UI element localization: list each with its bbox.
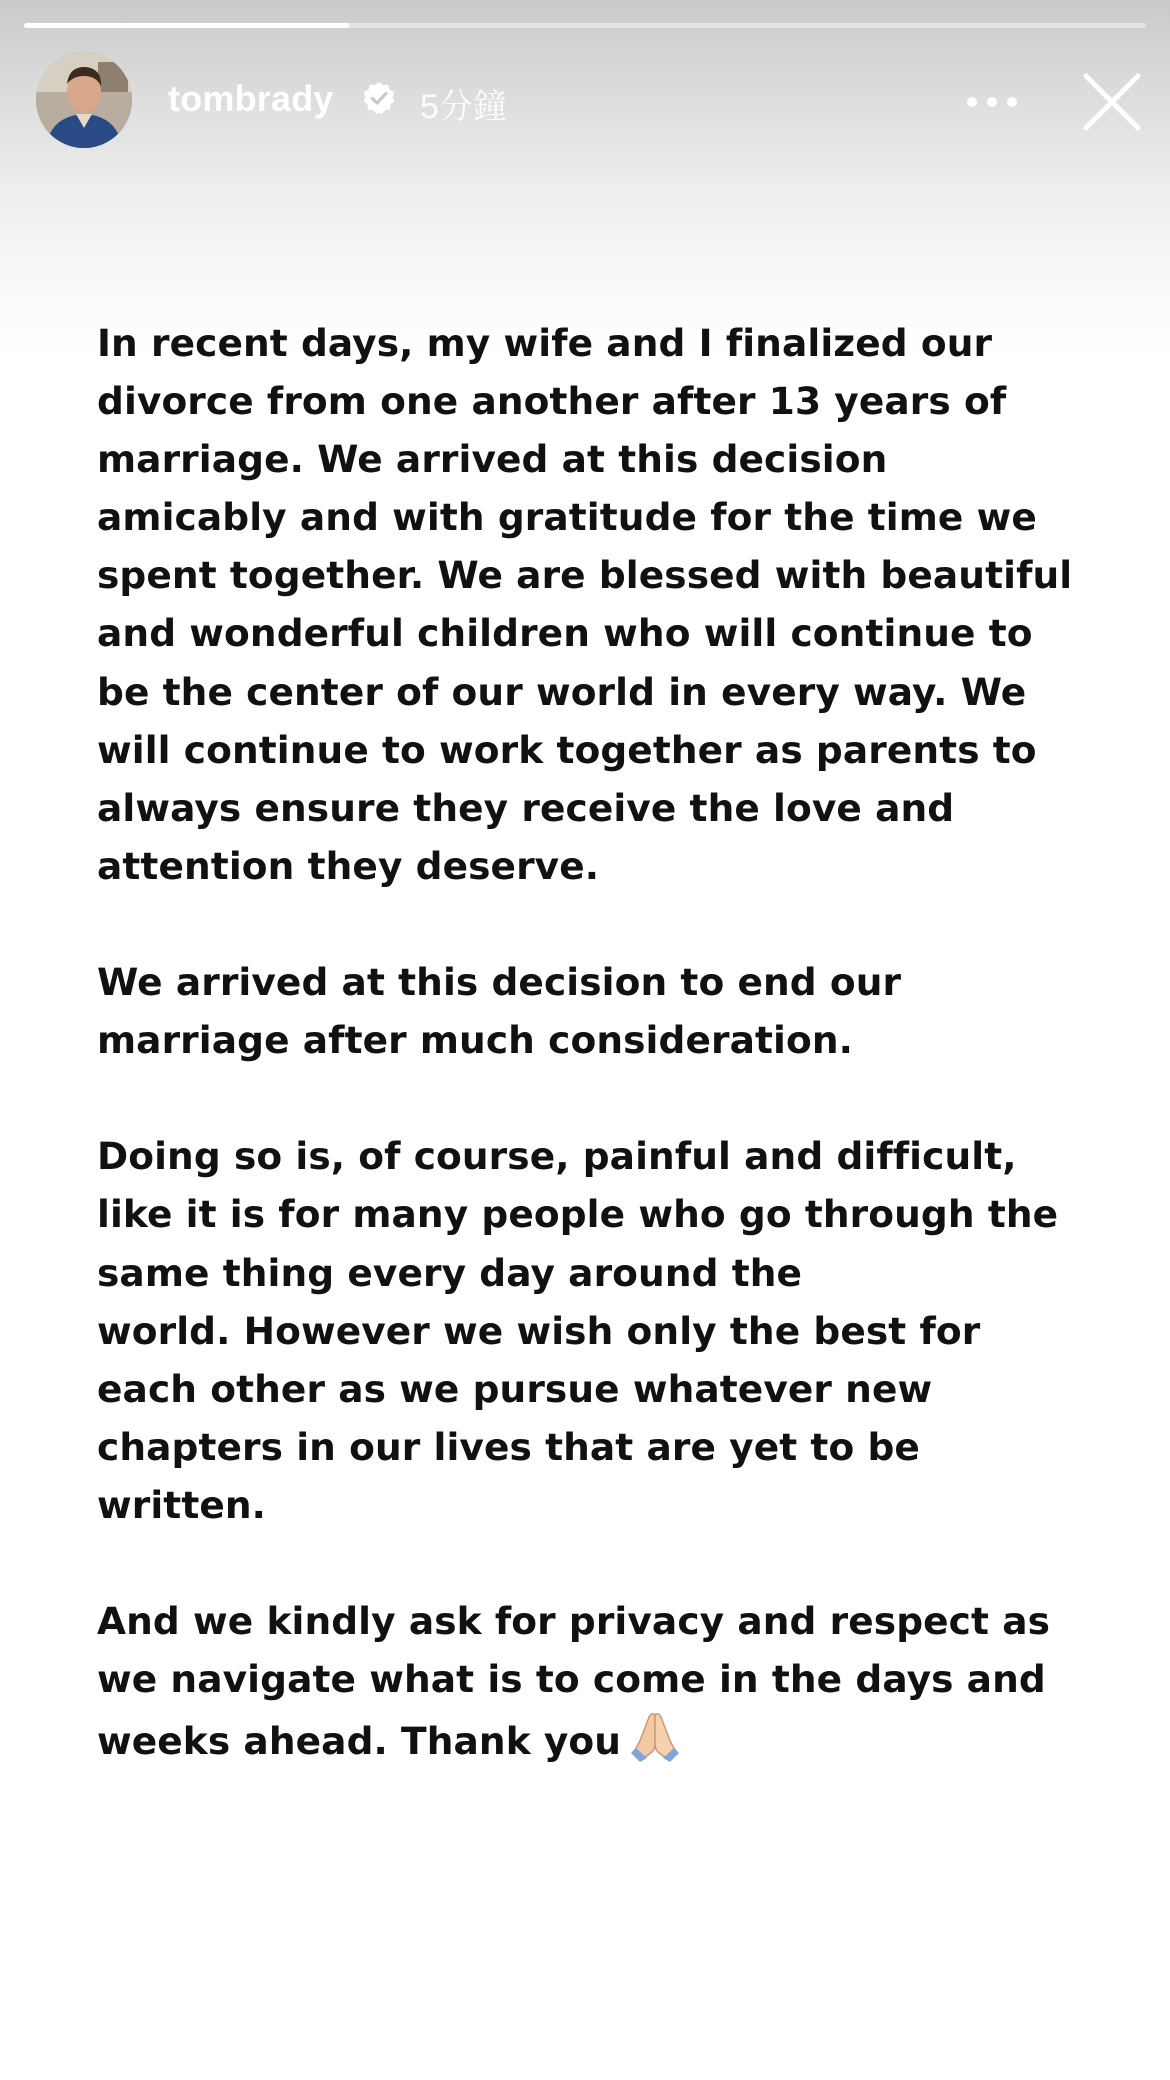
paragraph xyxy=(97,1127,1087,1534)
text-line: always ensure they receive the love and xyxy=(97,785,955,830)
text-line: amicably and with gratitude for the time we xyxy=(97,495,1037,540)
text-line-last xyxy=(97,1708,1087,1770)
text-line: will continue to work together as parents to xyxy=(97,727,1037,772)
avatar-photo xyxy=(36,52,132,148)
text-line: we navigate what is to come in the days and xyxy=(97,1657,1046,1702)
story-header xyxy=(36,52,1140,152)
text-line: marriage after much consideration. xyxy=(97,1018,853,1063)
paragraph xyxy=(97,953,1087,1069)
text-line: marriage. We arrived at this decision xyxy=(97,437,888,482)
text-line: each other as we pursue whatever new xyxy=(97,1366,933,1411)
paragraph xyxy=(97,1592,1087,1770)
text-line: written. xyxy=(97,1482,267,1527)
text-line: and wonderful children who will continue to xyxy=(97,611,1033,656)
text-line: In recent days, my wife and I finalized our xyxy=(97,321,993,365)
username[interactable]: tombrady xyxy=(168,78,334,119)
story-progress-fill xyxy=(24,23,349,28)
text-line: And we kindly ask for privacy and respect as xyxy=(97,1599,1051,1644)
text-line: chapters in our lives that are yet to be xyxy=(97,1424,920,1469)
verified-badge-icon xyxy=(361,80,397,116)
paragraph xyxy=(97,314,1087,895)
more-options-icon[interactable] xyxy=(964,94,1020,110)
text-line: We arrived at this decision to end our xyxy=(97,960,902,1005)
text-line: like it is for many people who go through the xyxy=(97,1192,1059,1237)
text-line: be the center of our world in every way. We xyxy=(97,669,1027,714)
story-progress-bar xyxy=(24,23,1146,28)
text-line: same thing every day around the xyxy=(97,1250,803,1295)
text-line: Doing so is, of course, painful and difficult, xyxy=(97,1134,1017,1179)
text-line: attention they deserve. xyxy=(97,843,600,888)
text-line: divorce from one another after 13 years of xyxy=(97,379,1007,424)
close-icon[interactable] xyxy=(1080,70,1144,134)
text-line-content: weeks ahead. Thank you xyxy=(97,1719,622,1764)
story-text-post xyxy=(97,314,1087,1828)
avatar[interactable] xyxy=(36,52,132,148)
text-line: spent together. We are blessed with beautiful xyxy=(97,553,1073,598)
text-line: world. However we wish only the best for xyxy=(97,1308,981,1353)
post-timestamp: 5分鐘 xyxy=(420,88,507,126)
folded-hands-emoji xyxy=(627,1708,683,1764)
